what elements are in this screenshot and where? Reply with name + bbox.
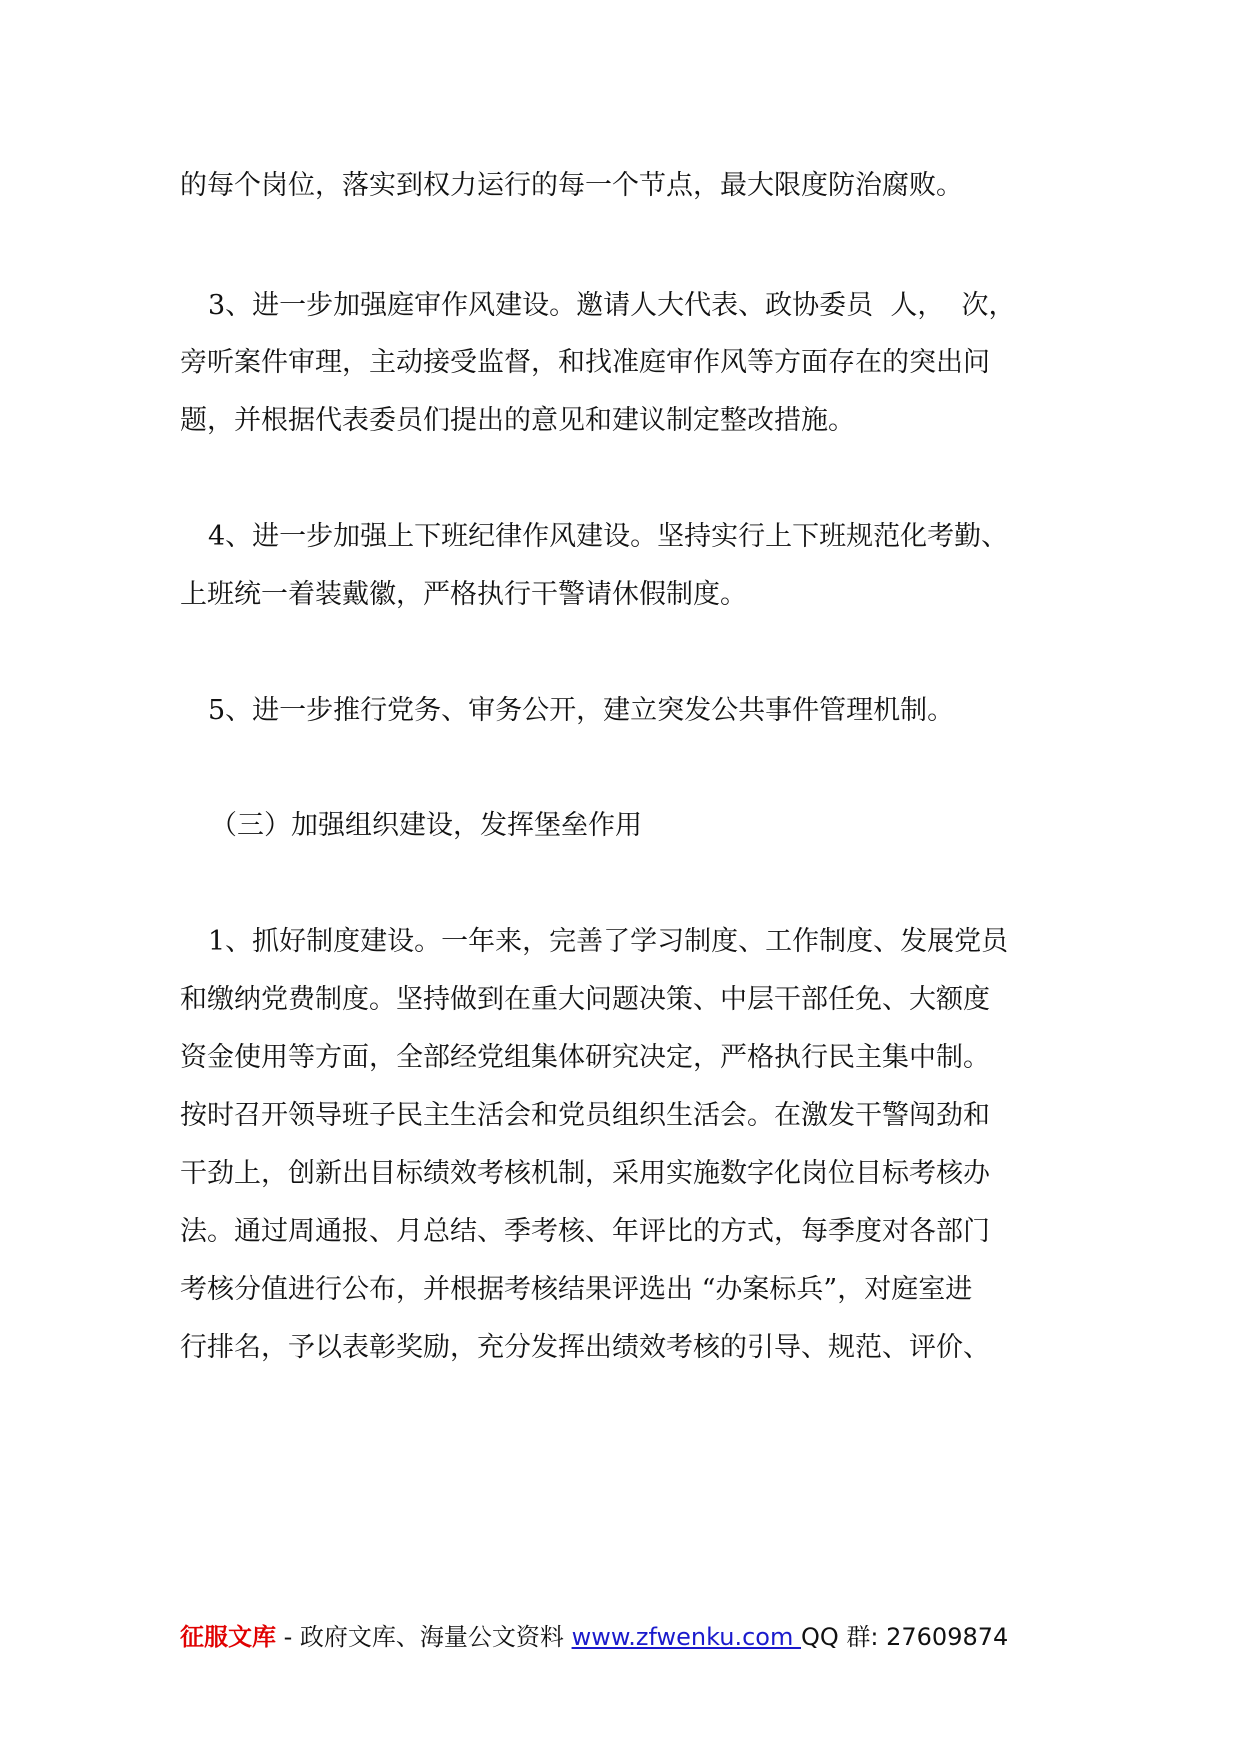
paragraph-line: 5、进一步推行党务、审务公开，建立突发公共事件管理机制。 [208,695,955,726]
footer-brand: 征服文库 [180,1623,276,1651]
paragraph-line: 行排名，予以表彰奖励，充分发挥出绩效考核的引导、规范、评价、 [180,1332,990,1363]
page-footer [180,1620,1008,1654]
paragraph-line: 题，并根据代表委员们提出的意见和建议制定整改措施。 [180,405,855,436]
paragraph-line: 资金使用等方面，全部经党组集体研究决定，严格执行民主集中制。 [180,1042,990,1073]
section-heading: （三）加强组织建设，发挥堡垒作用 [210,810,642,841]
paragraph-line: 的每个岗位，落实到权力运行的每一个节点，最大限度防治腐败。 [180,170,963,201]
paragraph-line: 法。通过周通报、月总结、季考核、年评比的方式，每季度对各部门 [180,1216,990,1247]
paragraph-line: 旁听案件审理，主动接受监督，和找准庭审作风等方面存在的突出问 [180,347,990,378]
paragraph-line: 上班统一着装戴徽，严格执行干警请休假制度。 [180,579,747,610]
footer-website-link[interactable]: www.zfwenku.com [571,1623,801,1651]
paragraph-line: 干劲上，创新出目标绩效考核机制，采用实施数字化岗位目标考核办 [180,1158,990,1189]
paragraph-line: 1、抓好制度建设。一年来，完善了学习制度、工作制度、发展党员 [208,926,1009,957]
paragraph-line: 和缴纳党费制度。坚持做到在重大问题决策、中层干部任免、大额度 [180,984,990,1015]
footer-separator: - [276,1623,300,1651]
paragraph-line: 4、进一步加强上下班纪律作风建设。坚持实行上下班规范化考勤、 [208,521,1009,552]
paragraph-line: 考核分值进行公布，并根据考核结果评选出 “办案标兵”，对庭室进 [180,1274,973,1305]
footer-qq-group: QQ 群: 27609874 [801,1623,1009,1651]
paragraph-line: 按时召开领导班子民主生活会和党员组织生活会。在激发干警闯劲和 [180,1100,990,1131]
footer-description: 政府文库、海量公文资料 [299,1623,572,1651]
paragraph-line: 3、进一步加强庭审作风建设。邀请人大代表、政协委员 人， 次， [208,290,1016,321]
